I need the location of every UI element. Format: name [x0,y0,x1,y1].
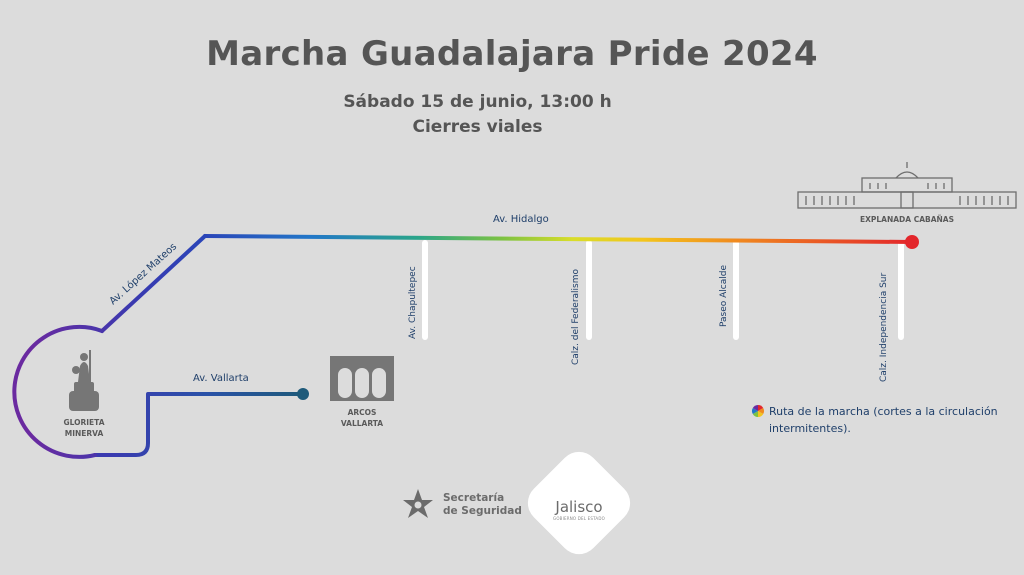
secretaria-seguridad-logo [403,489,433,518]
label-cabanas: EXPLANADA CABAÑAS [859,215,955,224]
route-start-marker [297,388,309,400]
cabanas-building-icon [798,162,1016,208]
jalisco-logo-text: Jalisco [555,498,603,516]
jalisco-logo-subtext: GOBIERNO DEL ESTADO [553,516,605,521]
route-legend [752,403,1024,437]
label-independencia: Calz. Independencia Sur [879,272,889,382]
label-chapultepec: Av. Chapultepec [408,266,418,339]
label-hidalgo: Av. Hidalgo [493,214,549,225]
route-vallarta-segment [95,394,303,455]
label-arcos-1: ARCOS [347,408,377,417]
secretaria-line2: de Seguridad [443,505,522,517]
route-lopez-mateos-segment [102,236,205,331]
minerva-statue-icon [69,350,99,411]
label-vallarta: Av. Vallarta [193,373,249,384]
label-arcos-2: VALLARTA [340,419,384,428]
label-federalismo: Calz. del Federalismo [571,268,581,365]
cross-streets [425,243,901,337]
secretaria-line1: Secretaría [443,492,505,504]
label-minerva-2: MINERVA [64,429,104,438]
arcos-vallarta-icon [330,356,394,401]
label-minerva-1: GLORIETA [63,418,105,427]
route-hidalgo-segment [205,236,912,242]
route-end-marker [905,235,919,249]
secretaria-seguridad-text [443,492,522,518]
label-alcalde: Paseo Alcalde [719,264,729,327]
event-date: Sábado 15 de junio, 13:00 h [343,92,612,112]
label-lopez-mateos: Av. López Mateos [107,241,180,308]
legend-text: Ruta de la marcha (cortes a la circulación intermitentes). [769,405,998,435]
event-subtitle: Cierres viales [412,117,543,137]
page-title: Marcha Guadalajara Pride 2024 [206,34,818,74]
